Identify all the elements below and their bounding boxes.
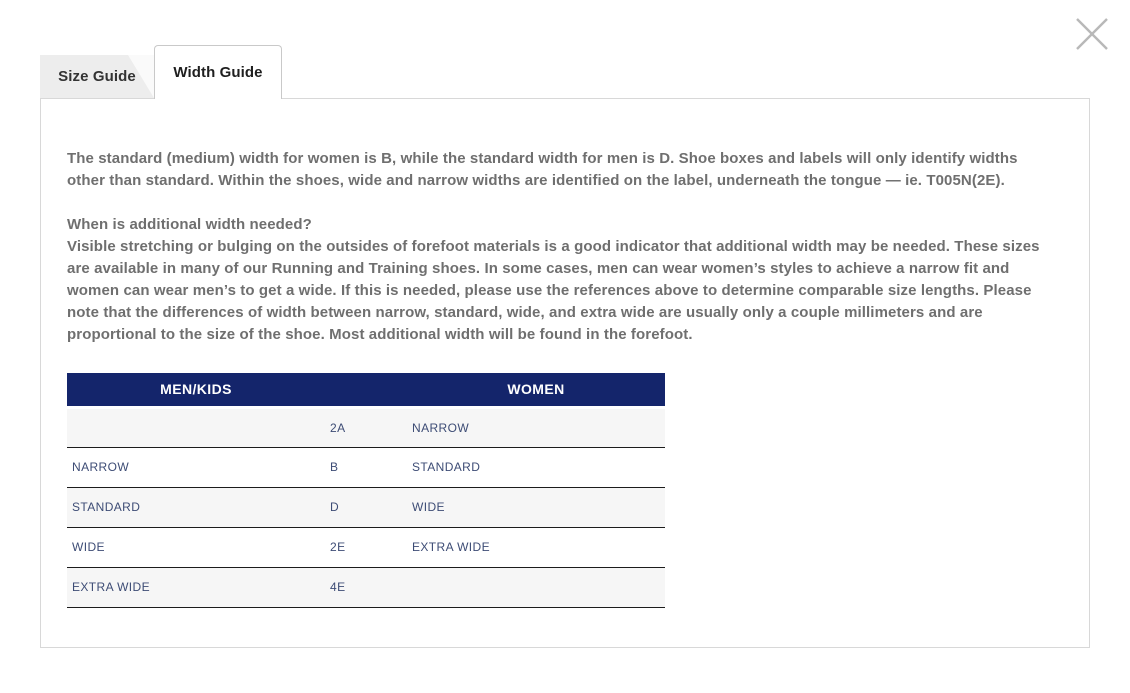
tab-size-guide[interactable] [40, 55, 154, 98]
women-width-cell: EXTRA WIDE [412, 540, 491, 554]
women-width-cell: STANDARD [412, 460, 481, 474]
width-code-cell: B [330, 460, 339, 474]
close-icon [1074, 16, 1110, 52]
column-header-women: WOMEN [407, 373, 665, 407]
width-code-cell: D [330, 500, 340, 514]
table-row [67, 407, 665, 447]
men-width-cell: WIDE [72, 540, 105, 554]
question-heading: When is additional width needed? [67, 216, 312, 233]
table-header-row [67, 373, 665, 407]
width-code-cell: 2A [330, 420, 346, 435]
close-button[interactable] [1072, 14, 1112, 54]
men-width-cell: EXTRA WIDE [72, 580, 151, 594]
table-row [67, 527, 665, 567]
width-comparison-table [67, 373, 665, 608]
intro-paragraph: The standard (medium) width for women is B, while the standard width for men is D. Shoe boxes and labels will only identify widths other than standard. Within the shoes, wide and narrow widths are identified on the label, underneath the tongue — ie. T005N(2E). [67, 150, 1018, 189]
women-width-cell: NARROW [412, 420, 470, 435]
width-code-cell: 2E [330, 540, 346, 554]
men-width-cell: NARROW [72, 460, 130, 474]
tab-width-guide-label: Width Guide [173, 64, 263, 81]
men-width-cell: STANDARD [72, 500, 141, 514]
column-header-middle [325, 373, 407, 407]
explanation-paragraph: Visible stretching or bulging on the outsides of forefoot materials is a good indicator that additional width may be needed. These sizes are available in many of our Running and Training shoes. In some cases, men can wear women’s styles to achieve a narrow fit and women can wear men’s to get a wide. If this is needed, please use the references above to determine comparable size lengths. Please note that the differences of width between narrow, standard, wide, and extra wide are usually only a couple millimeters and are proportional to the size of the shoe. Most additional width will be found in the forefoot. [67, 238, 1040, 343]
width-guide-panel [40, 98, 1090, 648]
table-row [67, 447, 665, 487]
tab-width-guide[interactable] [154, 45, 282, 99]
table-row [67, 487, 665, 527]
table-row [67, 567, 665, 607]
men-width-cell [67, 407, 325, 447]
column-header-men-kids: MEN/KIDS [67, 373, 325, 407]
women-width-cell: WIDE [412, 500, 445, 514]
tab-size-guide-label: Size Guide [58, 68, 136, 85]
women-width-cell [407, 567, 665, 607]
width-code-cell: 4E [330, 580, 346, 594]
